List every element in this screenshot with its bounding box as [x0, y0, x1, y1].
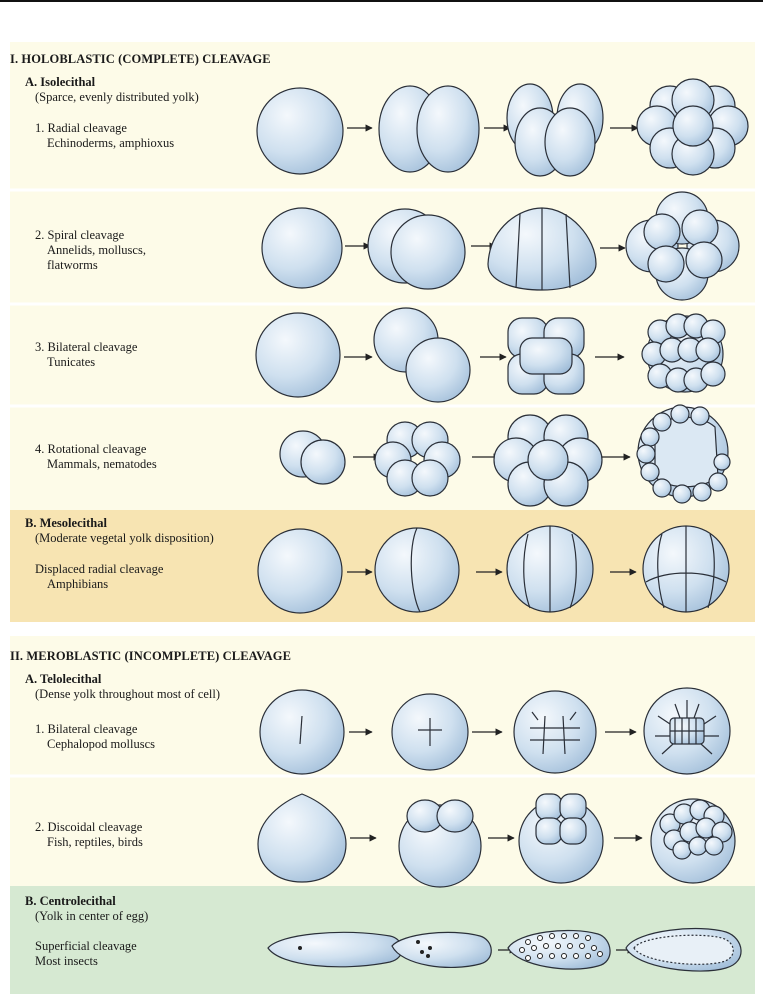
displaced-radial-stage-4 [643, 526, 729, 612]
bilateral-cleavage-taxa: Tunicates [47, 355, 96, 369]
cephalopod-stage-2 [392, 694, 468, 770]
telolecithal-description: (Dense yolk throughout most of cell) [35, 687, 221, 701]
telolecithal-title: A. Telolecithal [25, 672, 102, 686]
meroblastic-heading: II. MEROBLASTIC (INCOMPLETE) CLEAVAGE [10, 649, 292, 663]
holoblastic-section [10, 42, 755, 622]
superficial-cleavage-taxa: Most insects [35, 954, 98, 968]
centrolecithal-title: B. Centrolecithal [25, 894, 116, 908]
rotational-stage-3 [494, 415, 602, 506]
spiral-cleavage-label: 2. Spiral cleavage [35, 228, 125, 242]
bilateral-stage-1 [256, 313, 340, 397]
bilateral-cleavage-label: 3. Bilateral cleavage [35, 340, 138, 354]
displaced-radial-stage-3 [507, 526, 593, 612]
meroblastic-section [10, 636, 755, 994]
discoidal-stage-4 [651, 799, 735, 883]
cephalopod-stage-1 [260, 690, 344, 774]
radial-cleavage-label: 1. Radial cleavage [35, 121, 127, 135]
cephalopod-stage-3 [514, 691, 596, 773]
radial-stage-1 [257, 88, 343, 174]
centrolecithal-description: (Yolk in center of egg) [35, 909, 149, 923]
radial-stage-2 [379, 86, 479, 172]
mesolecithal-description: (Moderate vegetal yolk disposition) [35, 531, 214, 545]
spiral-cleavage-taxa: Annelids, molluscs, [47, 243, 146, 257]
discoidal-stage-2 [399, 800, 481, 887]
cephalopod-cleavage-label: 1. Bilateral cleavage [35, 722, 138, 736]
spiral-cleavage-taxa-line2: flatworms [47, 258, 98, 272]
bilateral-stage-3 [508, 318, 584, 394]
displaced-radial-stage-1 [258, 529, 342, 613]
radial-cleavage-taxa: Echinoderms, amphioxus [47, 136, 175, 150]
superficial-cleavage-label: Superficial cleavage [35, 939, 137, 953]
displaced-radial-stage-2 [375, 528, 459, 612]
rotational-cleavage-taxa: Mammals, nematodes [47, 457, 157, 471]
rotational-cleavage-label: 4. Rotational cleavage [35, 442, 147, 456]
spiral-stage-1 [262, 208, 342, 288]
top-rule [0, 0, 763, 2]
cephalopod-cleavage-taxa: Cephalopod molluscs [47, 737, 155, 751]
bilateral-stage-4 [642, 314, 725, 392]
discoidal-cleavage-label: 2. Discoidal cleavage [35, 820, 143, 834]
isolecithal-description: (Sparce, evenly distributed yolk) [35, 90, 199, 104]
discoidal-cleavage-taxa: Fish, reptiles, birds [47, 835, 143, 849]
cephalopod-stage-4 [644, 688, 730, 774]
displaced-radial-label: Displaced radial cleavage [35, 562, 164, 576]
displaced-radial-taxa: Amphibians [47, 577, 109, 591]
isolecithal-title: A. Isolecithal [25, 75, 96, 89]
mesolecithal-title: B. Mesolecithal [25, 516, 107, 530]
holoblastic-heading: I. HOLOBLASTIC (COMPLETE) CLEAVAGE [10, 52, 271, 66]
